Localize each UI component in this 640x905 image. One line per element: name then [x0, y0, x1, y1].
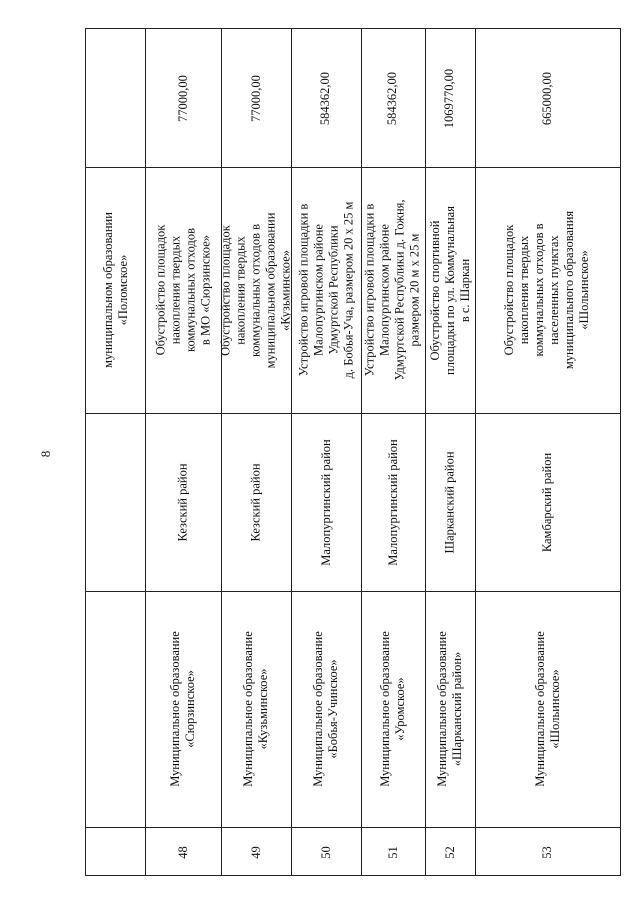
entity-name: Муниципальное образование «Уромское»: [378, 631, 408, 787]
entity-cell: [475, 591, 620, 827]
amount-value: 77000,00: [175, 74, 190, 122]
entity-cell: [145, 591, 221, 827]
entity-name: Муниципальное образование «Бобья-Учинское»: [311, 631, 341, 787]
row-number-cell: [291, 827, 361, 877]
project-description: Устройство игровой площадки в Малопургинском районе Удмуртской Республики д. Бобья-Уча, размером 20 х 25 м: [296, 201, 356, 379]
entity-name: Муниципальное образование «Шольинское»: [532, 631, 562, 787]
district-name: Шарканский район: [442, 450, 457, 554]
amount-cell: [221, 29, 291, 167]
amount-value: 77000,00: [248, 74, 263, 122]
project-description: Обустройство спортивной площадки по ул. Коммунальная в с. Шаркан: [427, 205, 472, 375]
project-cell: [218, 167, 293, 413]
row-number: 51: [385, 845, 400, 859]
district-name: Малопургинский район: [385, 438, 400, 566]
amount-cell: [145, 29, 221, 167]
project-description: Обустройство площадок накопления твердых коммунальных отходов в муниципальном образовании «Кузьминское»: [218, 212, 293, 368]
entity-cell: [291, 591, 361, 827]
continued-project-cell: [86, 167, 145, 413]
project-cell: [291, 167, 361, 413]
row-number-cell: [425, 827, 475, 877]
district-name: Кезский район: [248, 462, 263, 542]
amount-value: 584362,00: [385, 71, 400, 125]
project-cell: [145, 167, 221, 413]
entity-cell: [221, 591, 291, 827]
project-description: Устройство игровой площадки в Малопургинском районе Удмуртской Республики д. Гожня, размером 20 м х 25 м: [363, 199, 422, 381]
entity-name: Муниципальное образование «Сюрзинское»: [168, 631, 198, 787]
project-description: Обустройство площадок накопления твердых коммунальных отходов в населенных пунктах муниципального образования «Шольинское»: [502, 210, 592, 370]
row-number-cell: [145, 827, 221, 877]
amount-value: 1069770,00: [442, 68, 457, 128]
funding-table: [85, 28, 621, 876]
district-cell: [221, 413, 291, 591]
project-cell: [475, 167, 620, 413]
page-number: 8: [38, 450, 53, 458]
district-cell: [425, 413, 475, 591]
amount-cell: [475, 29, 620, 167]
district-cell: [291, 413, 361, 591]
entity-name: Муниципальное образование «Шарканский район»: [435, 631, 465, 787]
amount-cell: [425, 29, 475, 167]
district-cell: [475, 413, 620, 591]
amount-cell: [361, 29, 425, 167]
row-number: 50: [318, 845, 333, 859]
project-cell: [425, 167, 475, 413]
district-cell: [361, 413, 425, 591]
amount-value: 584362,00: [318, 71, 333, 125]
district-cell: [145, 413, 221, 591]
row-number-cell: [475, 827, 620, 877]
amount-cell: [291, 29, 361, 167]
row-number: 49: [248, 845, 263, 859]
row-number: 53: [540, 845, 554, 859]
district-name: Кезский район: [175, 462, 190, 542]
amount-value: 665000,00: [540, 71, 554, 125]
row-number-cell: [221, 827, 291, 877]
row-number: 48: [175, 845, 190, 859]
row-number: 52: [442, 845, 457, 859]
row-number-cell: [361, 827, 425, 877]
entity-cell: [361, 591, 425, 827]
district-name: Камбарский район: [540, 452, 554, 552]
project-description: Обустройство площадок накопления твердых коммунальных отходов в МО «Сюрзинское»: [153, 224, 212, 356]
district-name: Малопургинский район: [318, 438, 333, 566]
entity-cell: [425, 591, 475, 827]
entity-name: Муниципальное образование «Кузьминское»: [241, 631, 271, 787]
project-cell: [361, 167, 425, 413]
continued-project-text: муниципальном образовании «Поломское»: [100, 212, 130, 368]
